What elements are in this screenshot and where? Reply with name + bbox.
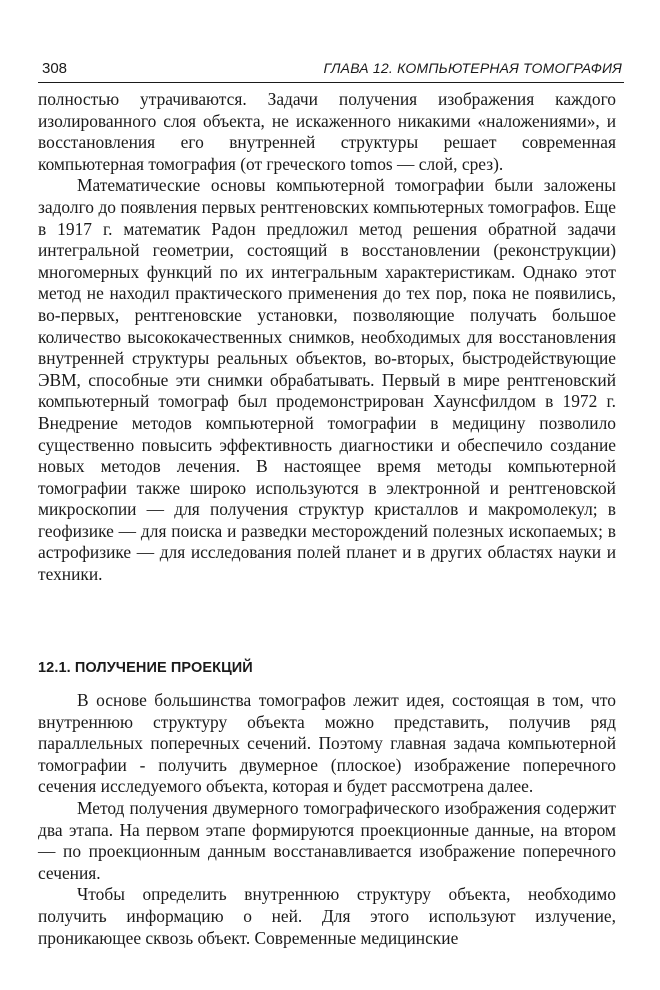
running-header [38,58,624,83]
intro-paragraph-1: полностью утрачиваются. Задачи получения изображения каждого изолированного слоя объекта, не искаженного никакими «наложениями», и восстановления его внутренней структуры решает современная компьютерная томография (от греческого tomos — слой, срез). [38,89,616,174]
intro-text [38,89,616,586]
chapter-title: ГЛАВА 12. КОМПЬЮТЕРНАЯ ТОМОГРАФИЯ [323,60,622,76]
section-paragraph-3: Чтобы определить внутреннюю структуру объекта, необходимо получить информацию о ней. Для этого используют излучение, проникающее сквозь объект. Современные медицинские [38,884,616,948]
intro-paragraph-2: Математические основы компьютерной томографии были заложены задолго до появления первых рентгеновских компьютерных томографов. Еще в 1917 г. математик Радон предложил метод решения обратной задачи интегральной геометрии, состоящий в восстановлении (реконструкции) многомерных функций по их интегральным характеристикам. Однако этот метод не находил практического применения до тех пор, пока не появились, во-первых, рентгеновские установки, позволяющие получать большое количество высококачественных снимков, необходимых для восстановления внутренней структуры реальных объектов, во-вторых, быстродействующие ЭВМ, способные эти снимки обрабатывать. Первый в мире рентгеновский компьютерный томограф был продемонстрирован Хаунсфилдом в 1972 г. Внедрение методов компьютерной томографии в медицину позволило существенно повысить эффективность диагностики и обеспечило создание новых методов лечения. В настоящее время методы компьютерной томографии также широко используются в электронной и рентгеновской микроскопии — для получения структур кристаллов и макромолекул; в геофизике — для поиска и разведки месторождений полезных ископаемых; в астрофизике — для исследования полей планет и в других областях науки и техники. [38,175,616,585]
section-text [38,690,616,949]
page-number: 308 [42,60,68,77]
section-heading: 12.1. ПОЛУЧЕНИЕ ПРОЕКЦИЙ [38,660,253,676]
section-paragraph-2: Метод получения двумерного томографического изображения содержит два этапа. На первом этапе формируются проекционные данные, на втором — по проекционным данным восстанавливается изображение поперечного сечения. [38,797,616,883]
section-paragraph-1: В основе большинства томографов лежит идея, состоящая в том, что внутреннюю структуру объекта можно представить, получив ряд параллельных поперечных сечений. Поэтому главная задача компьютерной томографии - получить двумерное (плоское) изображение поперечного сечения исследуемого объекта, которая и будет рассмотрена далее. [38,690,616,797]
